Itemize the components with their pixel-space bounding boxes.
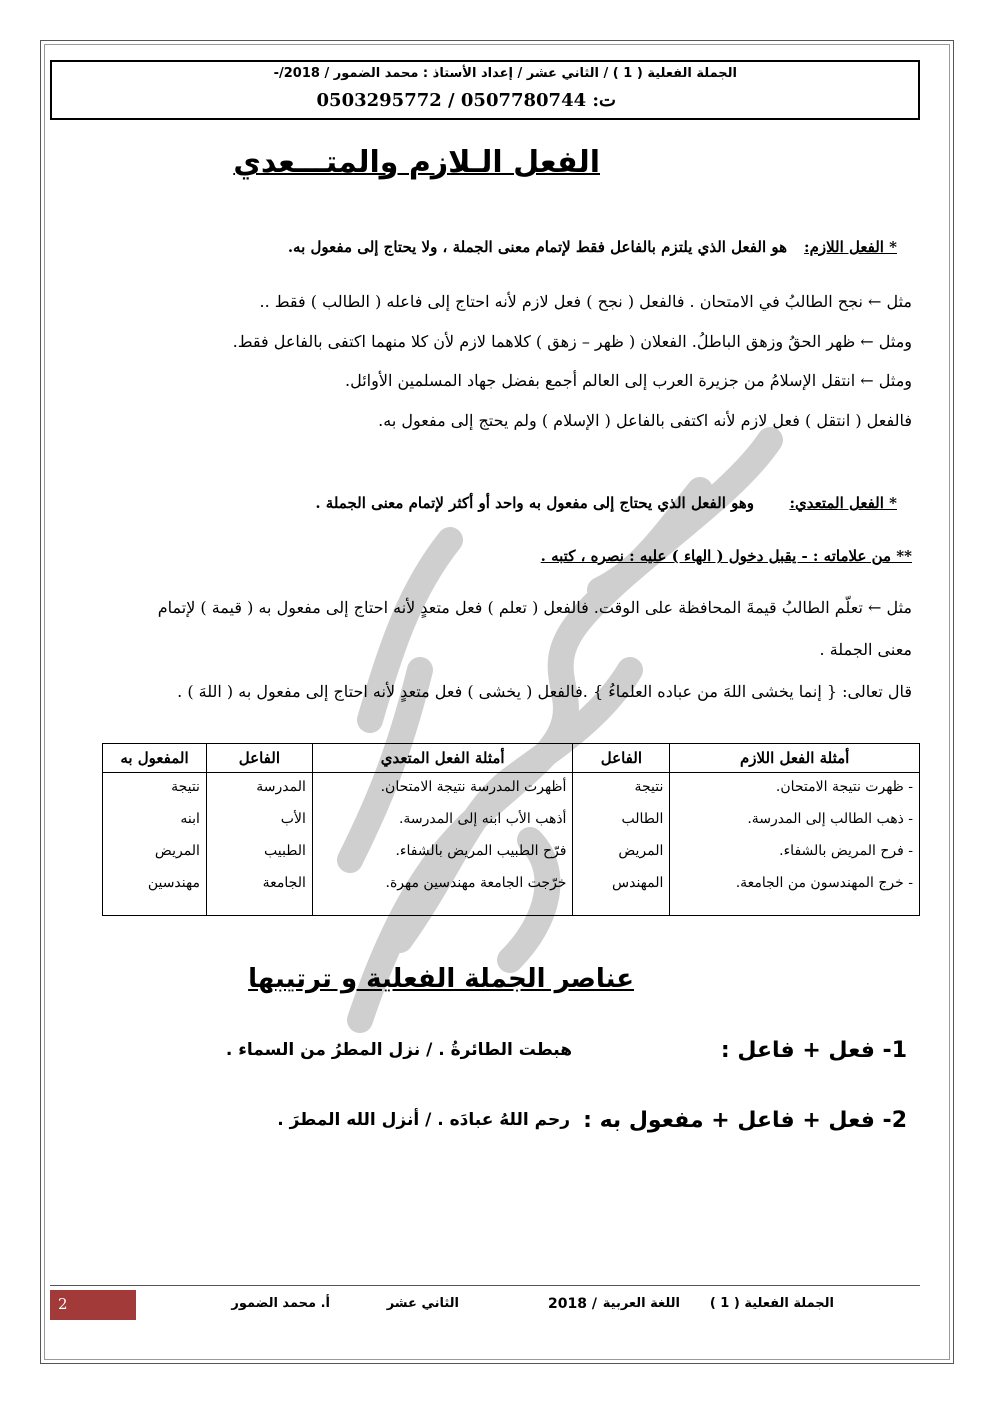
table-header: المفعول به [103, 744, 207, 773]
table-row [103, 843, 920, 875]
element-2-label: 2- فعل + فاعل + مفعول به : [583, 1108, 907, 1133]
section-2-title: عناصر الجملة الفعلية و ترتيبها [248, 964, 634, 994]
table-row [103, 875, 920, 916]
mutaadi-example-2: قال تعالى: { إنما يخشى اللهَ من عباده العلماءُ } .فالفعل ( يخشى ) فعل متعدٍ لأنه احتاج إلى مفعول به ( اللهَ ) . [177, 682, 912, 701]
element-1-example: هبطت الطائرةُ . / نزل المطرُ من السماء . [225, 1040, 572, 1060]
header-line-1: الجملة الفعلية ( 1 ) / الثاني عشر / إعداد الأستاذ : محمد الضمور / 2018/- [273, 66, 737, 81]
mutaadi-example-1b: معنى الجملة . [819, 640, 912, 659]
footer-teacher: أ. محمد الضمور [231, 1296, 330, 1311]
lazim-example-3: ومثل ← انتقل الإسلامُ من جزيرة العرب إلى العالم أجمع بفضل جهاد المسلمين الأوائل. [345, 371, 912, 390]
lazim-definition: هو الفعل الذي يلتزم بالفاعل فقط لإتمام معنى الجملة ، ولا يحتاج إلى مفعول به. [287, 238, 787, 256]
table-cell: الطبيب [206, 843, 312, 875]
footer-grade: الثاني عشر [386, 1296, 459, 1311]
footer-divider [50, 1285, 920, 1286]
page-title: الفعل الـلازم والمتـــعدي [233, 145, 600, 180]
table-cell: الجامعة [206, 875, 312, 916]
element-2-example: رحم اللهُ عبادَه . / أنزل الله المطرَ . [277, 1110, 570, 1130]
table-cell: المريض [573, 843, 670, 875]
table-cell: أذهب الأب ابنه إلى المدرسة. [312, 811, 573, 843]
lazim-example-1: مثل ← نجح الطالبُ في الامتحان . فالفعل ( نجح ) فعل لازم لأنه احتاج إلى فاعله ( الطالب ) فقط .. [259, 292, 912, 311]
mutaadi-label: * الفعل المتعدي: [789, 494, 897, 512]
lazim-example-2: ومثل ← ظهر الحقُ وزهق الباطلُ. الفعلان ( ظهر – زهق ) كلاهما لازم لأن كلا منهما اكتفى بالفاعل فقط. [232, 332, 912, 351]
table-cell: مهندسين [103, 875, 207, 916]
table-cell: الطالب [573, 811, 670, 843]
mutaadi-signs: ** من علاماته : - يقبل دخول ( الهاء ) عليه : نصره ، كتبه . [540, 547, 912, 565]
table-cell: - فرح المريض بالشفاء. [670, 843, 920, 875]
table-header: الفاعل [206, 744, 312, 773]
footer-year: / 2018 [548, 1296, 597, 1312]
table-cell: - ذهب الطالب إلى المدرسة. [670, 811, 920, 843]
table-cell: نتيجة [573, 773, 670, 812]
table-cell: المدرسة [206, 773, 312, 812]
table-cell: فرّح الطبيب المريض بالشفاء. [312, 843, 573, 875]
table-cell: - خرج المهندسون من الجامعة. [670, 875, 920, 916]
lazim-label: * الفعل اللازم: [804, 238, 897, 256]
mutaadi-example-1a: مثل ← تعلّم الطالبُ قيمةَ المحافظة على الوقت. فالفعل ( تعلم ) فعل متعدٍ لأنه احتاج إلى مفعول به ( قيمة ) لإتمام [157, 598, 912, 617]
table-cell: خرّجت الجامعة مهندسين مهرة. [312, 875, 573, 916]
table-header: أمثلة الفعل اللازم [670, 744, 920, 773]
lazim-example-4: فالفعل ( انتقل ) فعل لازم لأنه اكتفى بالفاعل ( الإسلام ) ولم يحتج إلى مفعول به. [378, 411, 912, 430]
table-row [103, 773, 920, 812]
table-cell: ابنه [103, 811, 207, 843]
table-cell: المريض [103, 843, 207, 875]
table-cell: - ظهرت نتيجة الامتحان. [670, 773, 920, 812]
table-header-row [103, 744, 920, 773]
table-header: الفاعل [573, 744, 670, 773]
page-number: 2 [58, 1295, 68, 1313]
header-phones: ت: 0507780744 / 0503295772 [316, 90, 616, 111]
table-cell: نتيجة [103, 773, 207, 812]
table-header: أمثلة الفعل المتعدي [312, 744, 573, 773]
mutaadi-definition: وهو الفعل الذي يحتاج إلى مفعول به واحد أو أكثر لإتمام معنى الجملة . [315, 494, 754, 512]
footer-subject: اللغة العربية [602, 1296, 680, 1311]
verbs-table [102, 743, 920, 916]
table-cell: أظهرت المدرسة نتيجة الامتحان. [312, 773, 573, 812]
element-1-label: 1- فعل + فاعل : [720, 1038, 907, 1063]
footer-lesson: الجملة الفعلية ( 1 ) [709, 1296, 834, 1311]
table-cell: الأب [206, 811, 312, 843]
table-cell: المهندس [573, 875, 670, 916]
table-row [103, 811, 920, 843]
